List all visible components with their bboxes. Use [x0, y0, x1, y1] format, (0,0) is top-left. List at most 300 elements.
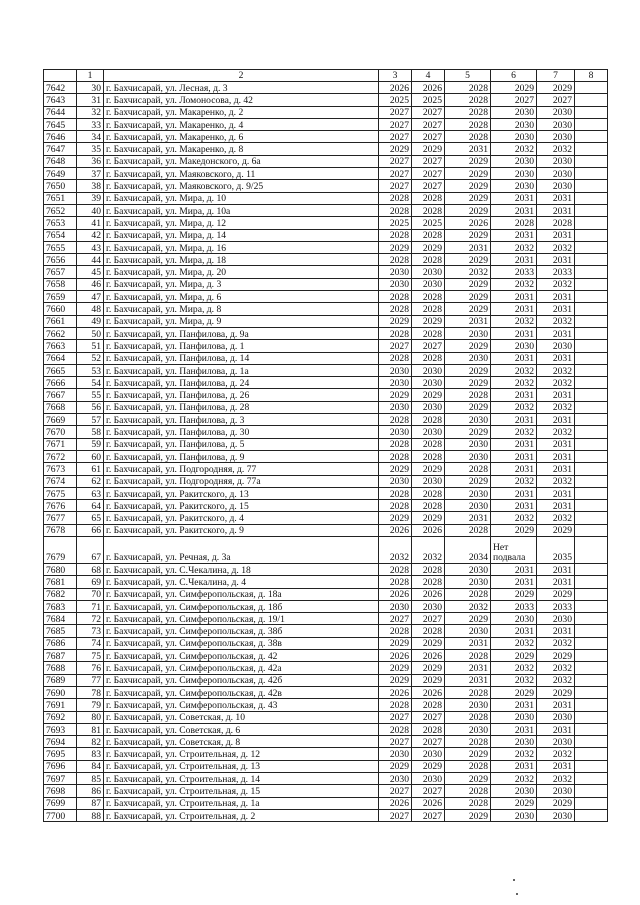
cell-year-col-6: 2029: [491, 797, 537, 809]
cell-col-8: [575, 650, 608, 662]
cell-address: г. Бахчисарай, ул. Строительная, д. 14: [104, 773, 379, 785]
table-row: [44, 426, 608, 438]
cell-col-8: [575, 674, 608, 686]
table-row: [44, 340, 608, 352]
cell-year-col-4: 2028: [412, 327, 445, 339]
cell-year-col-3: 2030: [379, 401, 412, 413]
cell-col-8: [575, 475, 608, 487]
cell-registry-number: 7687: [44, 650, 77, 662]
cell-col-8: [575, 143, 608, 155]
cell-year-col-5: 2031: [445, 637, 491, 649]
cell-col-8: [575, 291, 608, 303]
cell-year-col-6: 2030: [491, 180, 537, 192]
cell-registry-number: 7675: [44, 487, 77, 499]
table-row: [44, 600, 608, 612]
cell-item-number: 42: [77, 229, 104, 241]
cell-address: г. Бахчисарай, ул. Панфилова, д. 28: [104, 401, 379, 413]
cell-col-8: [575, 131, 608, 143]
table-row: [44, 809, 608, 821]
cell-year-col-5: 2028: [445, 524, 491, 536]
cell-registry-number: 7683: [44, 600, 77, 612]
cell-year-col-6: 2033: [491, 600, 537, 612]
cell-registry-number: 7690: [44, 686, 77, 698]
cell-year-col-4: 2026: [412, 686, 445, 698]
cell-registry-number: 7644: [44, 106, 77, 118]
cell-item-number: 35: [77, 143, 104, 155]
cell-item-number: 68: [77, 563, 104, 575]
cell-year-col-6: 2033: [491, 266, 537, 278]
cell-year-col-5: 2028: [445, 686, 491, 698]
cell-year-col-6: 2029: [491, 686, 537, 698]
cell-col-8: [575, 82, 608, 94]
cell-registry-number: 7653: [44, 217, 77, 229]
cell-year-col-6: 2030: [491, 809, 537, 821]
scan-speck: [516, 893, 518, 895]
cell-col-8: [575, 192, 608, 204]
cell-year-col-7: 2032: [537, 674, 575, 686]
cell-item-number: 43: [77, 241, 104, 253]
header-cell-blank: [44, 70, 77, 82]
cell-registry-number: 7647: [44, 143, 77, 155]
cell-year-col-4: 2028: [412, 576, 445, 588]
cell-address: г. Бахчисарай, ул. Мира, д. 20: [104, 266, 379, 278]
cell-address: г. Бахчисарай, ул. Макаренко, д. 6: [104, 131, 379, 143]
cell-year-col-7: 2032: [537, 401, 575, 413]
cell-year-col-4: 2028: [412, 563, 445, 575]
cell-year-col-4: 2030: [412, 600, 445, 612]
cell-item-number: 46: [77, 278, 104, 290]
cell-year-col-5: 2028: [445, 785, 491, 797]
cell-address: г. Бахчисарай, ул. Симферопольская, д. 42в: [104, 686, 379, 698]
cell-registry-number: 7679: [44, 536, 77, 563]
cell-year-col-4: 2030: [412, 773, 445, 785]
table-row: [44, 662, 608, 674]
cell-year-col-7: 2031: [537, 450, 575, 462]
cell-registry-number: 7698: [44, 785, 77, 797]
cell-year-col-3: 2029: [379, 315, 412, 327]
cell-item-number: 60: [77, 450, 104, 462]
cell-year-col-6: 2030: [491, 711, 537, 723]
cell-year-col-3: 2026: [379, 82, 412, 94]
cell-item-number: 77: [77, 674, 104, 686]
cell-year-col-5: 2030: [445, 414, 491, 426]
cell-year-col-3: 2027: [379, 118, 412, 130]
cell-year-col-3: 2030: [379, 426, 412, 438]
housing-register-table: [43, 69, 608, 822]
cell-year-col-3: 2028: [379, 438, 412, 450]
table-row: [44, 563, 608, 575]
cell-col-8: [575, 377, 608, 389]
cell-year-col-6: 2031: [491, 414, 537, 426]
cell-year-col-5: 2028: [445, 82, 491, 94]
table-row: [44, 291, 608, 303]
cell-year-col-6: 2031: [491, 723, 537, 735]
cell-address: г. Бахчисарай, ул. Мира, д. 6: [104, 291, 379, 303]
cell-address: г. Бахчисарай, ул. С.Чекалина, д. 18: [104, 563, 379, 575]
cell-year-col-3: 2028: [379, 204, 412, 216]
cell-address: г. Бахчисарай, ул. Симферопольская, д. 42а: [104, 662, 379, 674]
cell-address: г. Бахчисарай, ул. Мира, д. 8: [104, 303, 379, 315]
cell-year-col-7: 2031: [537, 699, 575, 711]
cell-address: г. Бахчисарай, ул. Строительная, д. 15: [104, 785, 379, 797]
cell-year-col-7: 2032: [537, 512, 575, 524]
cell-year-col-7: 2030: [537, 809, 575, 821]
cell-year-col-5: 2030: [445, 563, 491, 575]
table-row: [44, 315, 608, 327]
cell-col-8: [575, 613, 608, 625]
cell-year-col-4: 2026: [412, 797, 445, 809]
cell-year-col-3: 2027: [379, 340, 412, 352]
cell-item-number: 30: [77, 82, 104, 94]
table-header-row: [44, 70, 608, 82]
table-row: [44, 241, 608, 253]
cell-year-col-7: 2032: [537, 773, 575, 785]
cell-year-col-5: 2029: [445, 254, 491, 266]
cell-col-8: [575, 487, 608, 499]
cell-address: г. Бахчисарай, ул. Македонского, д. 6а: [104, 155, 379, 167]
cell-address: г. Бахчисарай, ул. Советская, д. 6: [104, 723, 379, 735]
header-cell: 6: [491, 70, 537, 82]
table-row: [44, 131, 608, 143]
cell-year-col-7: 2031: [537, 204, 575, 216]
cell-year-col-3: 2026: [379, 588, 412, 600]
cell-registry-number: 7677: [44, 512, 77, 524]
cell-col-8: [575, 576, 608, 588]
cell-year-col-4: 2029: [412, 512, 445, 524]
cell-registry-number: 7689: [44, 674, 77, 686]
cell-item-number: 76: [77, 662, 104, 674]
cell-year-col-5: 2028: [445, 760, 491, 772]
cell-year-col-7: 2031: [537, 760, 575, 772]
cell-col-8: [575, 699, 608, 711]
cell-year-col-5: 2028: [445, 588, 491, 600]
cell-year-col-6: 2031: [491, 500, 537, 512]
cell-col-8: [575, 340, 608, 352]
cell-address: г. Бахчисарай, ул. Панфилова, д. 3: [104, 414, 379, 426]
cell-year-col-5: 2030: [445, 625, 491, 637]
cell-year-col-5: 2029: [445, 303, 491, 315]
cell-item-number: 49: [77, 315, 104, 327]
cell-col-8: [575, 180, 608, 192]
cell-address: г. Бахчисарай, ул. Мира, д. 10: [104, 192, 379, 204]
table-row: [44, 500, 608, 512]
cell-year-col-3: 2028: [379, 327, 412, 339]
cell-col-8: [575, 327, 608, 339]
cell-year-col-5: 2029: [445, 291, 491, 303]
cell-year-col-5: 2028: [445, 94, 491, 106]
cell-address: г. Бахчисарай, ул. Подгородняя, д. 77а: [104, 475, 379, 487]
cell-item-number: 36: [77, 155, 104, 167]
cell-year-col-7: 2032: [537, 241, 575, 253]
cell-col-8: [575, 389, 608, 401]
cell-year-col-3: 2027: [379, 613, 412, 625]
cell-col-8: [575, 217, 608, 229]
cell-year-col-3: 2027: [379, 809, 412, 821]
cell-year-col-4: 2028: [412, 487, 445, 499]
cell-item-number: 71: [77, 600, 104, 612]
cell-item-number: 81: [77, 723, 104, 735]
table-row: [44, 94, 608, 106]
cell-year-col-7: 2031: [537, 303, 575, 315]
cell-address: г. Бахчисарай, ул. Строительная, д. 2: [104, 809, 379, 821]
cell-address: г. Бахчисарай, ул. Симферопольская, д. 42: [104, 650, 379, 662]
cell-item-number: 80: [77, 711, 104, 723]
cell-year-col-4: 2029: [412, 662, 445, 674]
cell-col-8: [575, 588, 608, 600]
cell-year-col-4: 2027: [412, 180, 445, 192]
cell-year-col-4: 2027: [412, 155, 445, 167]
cell-registry-number: 7651: [44, 192, 77, 204]
cell-year-col-5: 2030: [445, 723, 491, 735]
cell-registry-number: 7688: [44, 662, 77, 674]
cell-year-col-5: 2030: [445, 352, 491, 364]
table-row: [44, 760, 608, 772]
table-row: [44, 82, 608, 94]
cell-col-8: [575, 414, 608, 426]
cell-year-col-7: 2032: [537, 364, 575, 376]
cell-registry-number: 7661: [44, 315, 77, 327]
table-row: [44, 180, 608, 192]
table-row: [44, 254, 608, 266]
cell-year-col-5: 2029: [445, 168, 491, 180]
cell-address: г. Бахчисарай, ул. Панфилова, д. 24: [104, 377, 379, 389]
cell-registry-number: 7665: [44, 364, 77, 376]
table-row: [44, 352, 608, 364]
cell-address: г. Бахчисарай, ул. Строительная, д. 12: [104, 748, 379, 760]
cell-item-number: 88: [77, 809, 104, 821]
cell-year-col-7: 2030: [537, 106, 575, 118]
cell-item-number: 52: [77, 352, 104, 364]
cell-year-col-6: 2032: [491, 377, 537, 389]
cell-year-col-4: 2029: [412, 389, 445, 401]
cell-item-number: 84: [77, 760, 104, 772]
cell-registry-number: 7673: [44, 463, 77, 475]
cell-address: г. Бахчисарай, ул. Маяковского, д. 11: [104, 168, 379, 180]
cell-year-col-3: 2025: [379, 217, 412, 229]
cell-year-col-6: 2032: [491, 637, 537, 649]
cell-year-col-4: 2029: [412, 315, 445, 327]
cell-registry-number: 7649: [44, 168, 77, 180]
cell-year-col-7: 2031: [537, 192, 575, 204]
cell-year-col-6: 2030: [491, 785, 537, 797]
cell-col-8: [575, 364, 608, 376]
header-cell: 2: [104, 70, 379, 82]
cell-address: г. Бахчисарай, ул. Макаренко, д. 2: [104, 106, 379, 118]
cell-year-col-5: 2029: [445, 364, 491, 376]
table-row: [44, 118, 608, 130]
cell-year-col-6: 2031: [491, 192, 537, 204]
cell-year-col-3: 2028: [379, 303, 412, 315]
cell-registry-number: 7693: [44, 723, 77, 735]
cell-year-col-4: 2030: [412, 266, 445, 278]
cell-col-8: [575, 686, 608, 698]
cell-year-col-5: 2029: [445, 155, 491, 167]
cell-item-number: 50: [77, 327, 104, 339]
cell-address: г. Бахчисарай, ул. Речная, д. 3а: [104, 536, 379, 563]
cell-year-col-3: 2028: [379, 625, 412, 637]
cell-year-col-7: 2031: [537, 463, 575, 475]
cell-year-col-4: 2026: [412, 82, 445, 94]
cell-year-col-7: 2031: [537, 500, 575, 512]
cell-col-8: [575, 773, 608, 785]
cell-year-col-4: 2030: [412, 278, 445, 290]
cell-year-col-5: 2028: [445, 389, 491, 401]
cell-year-col-7: 2031: [537, 438, 575, 450]
cell-year-col-5: 2031: [445, 241, 491, 253]
cell-year-col-7: 2029: [537, 82, 575, 94]
cell-year-col-6: 2030: [491, 106, 537, 118]
cell-address: г. Бахчисарай, ул. Мира, д. 18: [104, 254, 379, 266]
cell-address: г. Бахчисарай, ул. Мира, д. 10а: [104, 204, 379, 216]
table-row: [44, 711, 608, 723]
cell-year-col-4: 2027: [412, 613, 445, 625]
cell-year-col-3: 2027: [379, 180, 412, 192]
cell-col-8: [575, 266, 608, 278]
cell-year-col-3: 2025: [379, 94, 412, 106]
cell-year-col-7: 2030: [537, 118, 575, 130]
cell-item-number: 45: [77, 266, 104, 278]
cell-registry-number: 7654: [44, 229, 77, 241]
cell-year-col-4: 2030: [412, 401, 445, 413]
cell-col-8: [575, 352, 608, 364]
cell-year-col-6: 2030: [491, 340, 537, 352]
table-row: [44, 625, 608, 637]
cell-year-col-6: 2032: [491, 426, 537, 438]
cell-year-col-3: 2026: [379, 797, 412, 809]
cell-year-col-7: 2031: [537, 291, 575, 303]
cell-year-col-6: 2029: [491, 650, 537, 662]
table-row: [44, 327, 608, 339]
cell-address: г. Бахчисарай, ул. Макаренко, д. 8: [104, 143, 379, 155]
cell-registry-number: 7668: [44, 401, 77, 413]
cell-year-col-6: 2030: [491, 118, 537, 130]
cell-year-col-6: 2032: [491, 278, 537, 290]
cell-address: г. Бахчисарай, ул. Панфилова, д. 1а: [104, 364, 379, 376]
cell-year-col-4: 2029: [412, 760, 445, 772]
cell-registry-number: 7659: [44, 291, 77, 303]
cell-year-col-4: 2026: [412, 588, 445, 600]
table-row: [44, 463, 608, 475]
cell-item-number: 61: [77, 463, 104, 475]
cell-item-number: 56: [77, 401, 104, 413]
cell-registry-number: 7681: [44, 576, 77, 588]
cell-year-col-6: 2030: [491, 131, 537, 143]
cell-year-col-6: 2032: [491, 143, 537, 155]
cell-year-col-7: 2030: [537, 168, 575, 180]
cell-year-col-3: 2028: [379, 723, 412, 735]
table-row: [44, 217, 608, 229]
cell-col-8: [575, 155, 608, 167]
cell-year-col-7: 2032: [537, 426, 575, 438]
cell-registry-number: 7674: [44, 475, 77, 487]
cell-year-col-4: 2027: [412, 809, 445, 821]
cell-year-col-6: 2032: [491, 401, 537, 413]
cell-year-col-6: 2029: [491, 82, 537, 94]
cell-year-col-4: 2029: [412, 463, 445, 475]
cell-year-col-4: 2029: [412, 637, 445, 649]
cell-year-col-7: 2032: [537, 662, 575, 674]
cell-registry-number: 7696: [44, 760, 77, 772]
table-row: [44, 168, 608, 180]
cell-year-col-6: 2031: [491, 303, 537, 315]
cell-registry-number: 7656: [44, 254, 77, 266]
cell-address: г. Бахчисарай, ул. Панфилова, д. 1: [104, 340, 379, 352]
cell-registry-number: 7699: [44, 797, 77, 809]
cell-year-col-4: 2028: [412, 625, 445, 637]
cell-registry-number: 7692: [44, 711, 77, 723]
cell-year-col-5: 2031: [445, 315, 491, 327]
cell-year-col-3: 2030: [379, 773, 412, 785]
cell-address: г. Бахчисарай, ул. С.Чекалина, д. 4: [104, 576, 379, 588]
cell-year-col-3: 2028: [379, 229, 412, 241]
cell-year-col-7: 2031: [537, 414, 575, 426]
table-row: [44, 155, 608, 167]
cell-address: г. Бахчисарай, ул. Ракитского, д. 13: [104, 487, 379, 499]
cell-year-col-6: 2031: [491, 254, 537, 266]
table-row: [44, 389, 608, 401]
scan-speck: [513, 879, 515, 881]
cell-year-col-5: 2029: [445, 748, 491, 760]
cell-col-8: [575, 106, 608, 118]
cell-registry-number: 7658: [44, 278, 77, 290]
cell-address: г. Бахчисарай, ул. Советская, д. 8: [104, 736, 379, 748]
cell-col-8: [575, 600, 608, 612]
cell-address: г. Бахчисарай, ул. Симферопольская, д. 43: [104, 699, 379, 711]
cell-col-8: [575, 94, 608, 106]
header-cell: 3: [379, 70, 412, 82]
cell-col-8: [575, 760, 608, 772]
cell-year-col-3: 2028: [379, 576, 412, 588]
cell-address: г. Бахчисарай, ул. Симферопольская, д. 18а: [104, 588, 379, 600]
cell-year-col-6: 2030: [491, 155, 537, 167]
cell-year-col-4: 2029: [412, 241, 445, 253]
cell-year-col-7: 2031: [537, 352, 575, 364]
table-row: [44, 797, 608, 809]
cell-year-col-6: 2027: [491, 94, 537, 106]
table-row: [44, 576, 608, 588]
cell-year-col-7: 2032: [537, 278, 575, 290]
cell-year-col-6: 2032: [491, 674, 537, 686]
cell-registry-number: 7666: [44, 377, 77, 389]
cell-year-col-5: 2029: [445, 229, 491, 241]
cell-year-col-6: 2032: [491, 512, 537, 524]
cell-item-number: 67: [77, 536, 104, 563]
cell-item-number: 79: [77, 699, 104, 711]
cell-item-number: 73: [77, 625, 104, 637]
cell-year-col-4: 2028: [412, 352, 445, 364]
cell-year-col-4: 2027: [412, 168, 445, 180]
cell-year-col-5: 2030: [445, 699, 491, 711]
cell-year-col-6: 2031: [491, 450, 537, 462]
cell-col-8: [575, 118, 608, 130]
cell-address: г. Бахчисарай, ул. Лесная, д. 3: [104, 82, 379, 94]
cell-year-col-7: 2031: [537, 576, 575, 588]
cell-year-col-3: 2028: [379, 450, 412, 462]
cell-year-col-7: 2029: [537, 524, 575, 536]
cell-year-col-4: 2028: [412, 699, 445, 711]
cell-year-col-7: 2030: [537, 711, 575, 723]
cell-year-col-3: 2027: [379, 155, 412, 167]
cell-year-col-3: 2028: [379, 699, 412, 711]
cell-year-col-3: 2027: [379, 736, 412, 748]
cell-year-col-5: 2028: [445, 106, 491, 118]
table-row: [44, 723, 608, 735]
cell-year-col-3: 2029: [379, 143, 412, 155]
table-row: [44, 438, 608, 450]
table-row: [44, 450, 608, 462]
cell-year-col-7: 2032: [537, 377, 575, 389]
cell-year-col-3: 2027: [379, 131, 412, 143]
